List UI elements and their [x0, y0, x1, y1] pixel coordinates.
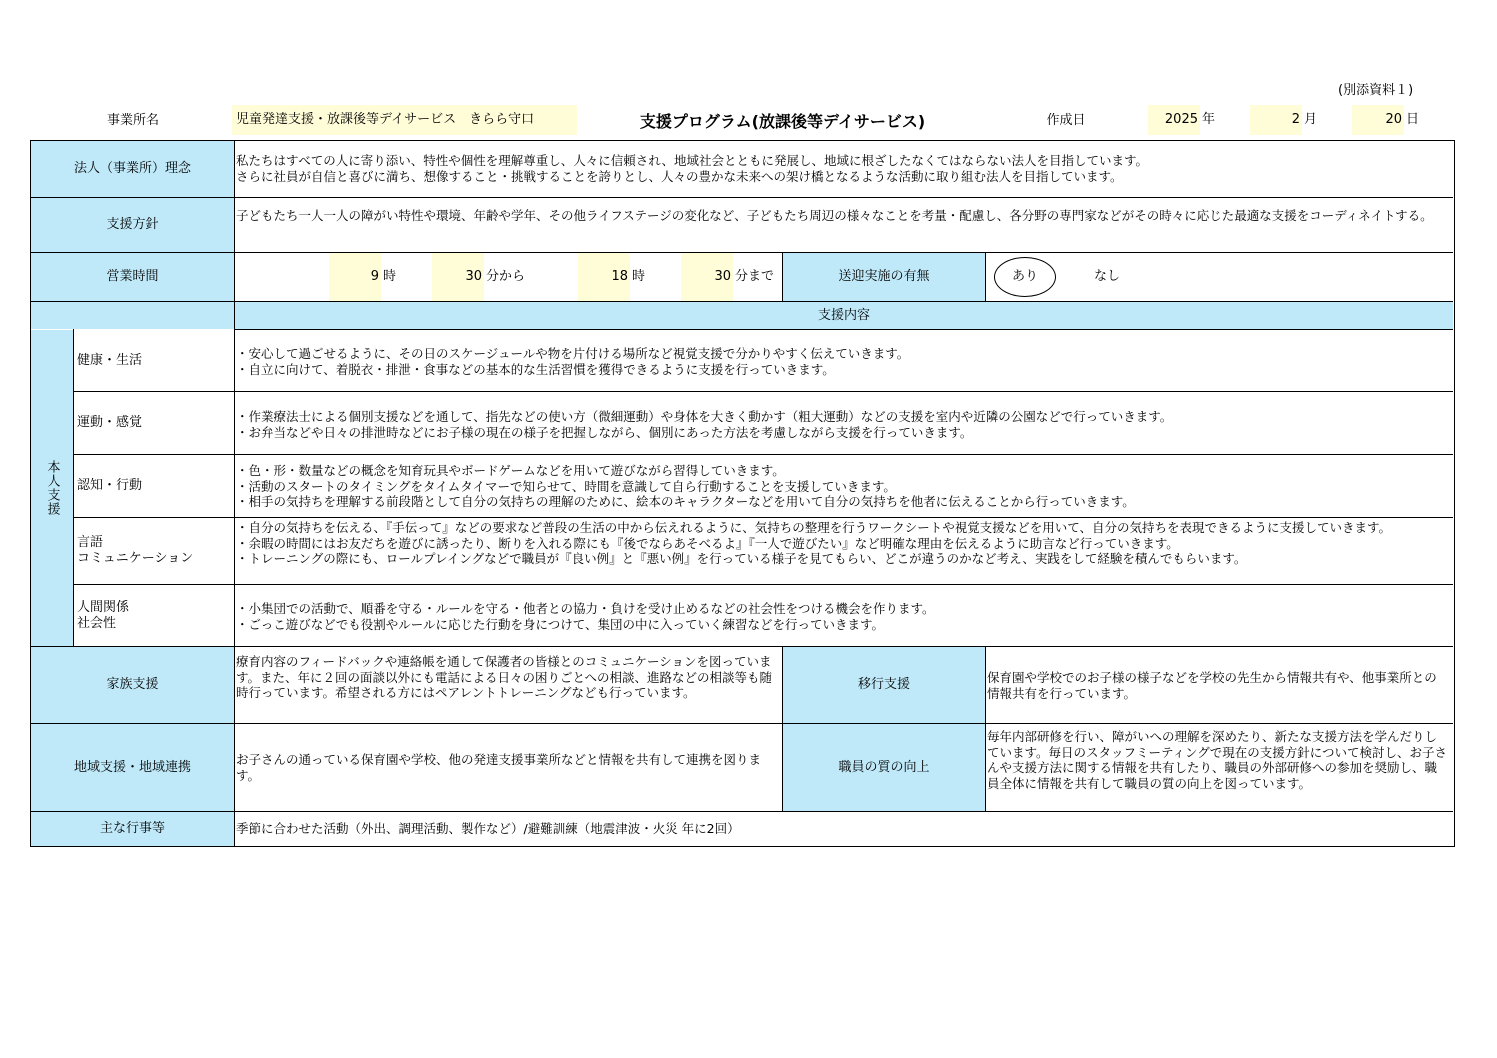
start-hour-unit: 時 [383, 269, 397, 284]
month-unit: 月 [1304, 112, 1318, 127]
year-field: 2025 [1148, 105, 1200, 135]
office-name-label: 事業所名 [106, 113, 159, 128]
month-field: 2 [1250, 105, 1302, 135]
from-text: 分から [486, 269, 526, 284]
end-minute-field: 30 [681, 253, 733, 301]
staff-quality-text: 毎年内部研修を行い、障がいへの理解を深めたり、新たな支援方法を学んだりしています。毎日のスタッフミーティングで現在の支援方針について検討し、お子さんや支援方法に関する情報を共有したり、職員の外部研修への参加を奨励し、職員全体に情報を共有して職員の質の向上を図っています。 [987, 729, 1448, 791]
support-content-blank [31, 302, 234, 329]
start-hour-field: 9 [329, 253, 381, 301]
attachment-note: (別添資料１) [1338, 83, 1414, 98]
transition-support-text: 保育園や学校でのお子様の様子などを学校の先生から情報共有や、他事業所との情報共有を行っています。 [987, 670, 1437, 701]
community-support-text: お子さんの通っている保育園や学校、他の発達支援事業所などと情報を共有して連携を図ります。 [236, 752, 762, 783]
office-name-field: 児童発達支援・放課後等デイサービス きらら守口 [232, 105, 577, 135]
policy-text: 子どもたち一人一人の障がい特性や環境、年齢や学年、その他ライフステージの変化など、子どもたち周辺の様々なことを考量・配慮し、各分野の専門家などがその時々に応じた最適な支援をコーディネイトする。 [236, 208, 1433, 223]
personal-support-label: 本人支援 [31, 330, 73, 646]
language-communication-text: ・自分の気持ちを伝える、『手伝って』などの要求など普段の生活の中から伝えれるように、気持ちの整理を行うワークシートや視覚支援などを用いて、自分の気持ちを表現できるように支援していきます。 ・余暇の時間にはお友だちを遊びに誘ったり、断りを入れる際にも『後でならあそべるよ』『一人で遊びたい』など明確な理由を伝えるように助言など行っていきます。 ・トレーニングの際にも、ロールプレイングなどで職員が『良い例』と『悪い例』を行っている様子を見てもらい、どこが違うのかなど考え、実践をして経験を積んでもらいます。 [236, 520, 1392, 566]
transport-no-option: なし [1093, 269, 1120, 284]
transition-support-label: 移行支援 [783, 647, 985, 723]
page-title: 支援プログラム(放課後等デイサービス) [639, 111, 926, 131]
philosophy-label: 法人（事業所）理念 [31, 141, 234, 197]
start-minute-field: 30 [432, 253, 484, 301]
year-unit: 年 [1202, 112, 1216, 127]
category-health-life: 健康・生活 [77, 352, 143, 368]
community-support-label: 地域支援・地域連携 [31, 724, 234, 811]
policy-label: 支援方針 [31, 198, 234, 252]
category-relationships-social: 人間関係 社会性 [77, 599, 130, 631]
category-language-communication: 言語 コミュニケーション [77, 535, 194, 566]
created-date-label: 作成日 [1046, 113, 1086, 128]
philosophy-text: 私たちはすべての人に寄り添い、特性や個性を理解尊重し、人々に信頼され、地域社会とともに発展し、地域に根ざしたなくてはならない法人を目指しています。 さらに社員が自信と喜びに満ち、想像すること・挑戦することを誇りとし、人々の豊かな未来への架け橋となるような活動に取り組む法人を目指しています。 [236, 153, 1149, 184]
motor-sensory-text: ・作業療法士による個別支援などを通して、指先などの使い方（微細運動）や身体を大きく動かす（粗大運動）などの支援を室内や近隣の公園などで行っていきます。 ・お弁当などや日々の排泄時などにお子様の現在の様子を把握しながら、個別にあった方法を考慮しながら支援を行っていきます。 [236, 409, 1173, 440]
staff-quality-label: 職員の質の向上 [783, 724, 985, 811]
family-support-label: 家族支援 [31, 647, 234, 723]
category-cognition-behavior: 認知・行動 [77, 478, 143, 493]
day-field: 20 [1352, 105, 1404, 135]
transport-label: 送迎実施の有無 [783, 253, 985, 301]
family-support-text: 療育内容のフィードバックや連絡帳を通して保護者の皆様とのコミュニケーションを図っています。また、年に２回の面談以外にも電話による日々の困りごとへの相談、進路などの相談等も随時行っています。希望される方にはペアレントトレーニングなども行っています。 [236, 654, 773, 700]
transport-yes-option: あり [994, 257, 1056, 297]
until-text: 分まで [735, 269, 775, 284]
relationships-social-text: ・小集団での活動で、順番を守る・ルールを守る・他者との協力・負けを受け止めるなどの社会性をつける機会を作ります。 ・ごっこ遊びなどでも役割やルールに応じた行動を身につけて、集団の中に入っていく練習などを行っていきます。 [236, 601, 935, 632]
support-content-header: 支援内容 [235, 302, 1453, 329]
end-hour-field: 18 [578, 253, 630, 301]
cognition-behavior-text: ・色・形・数量などの概念を知育玩具やボードゲームなどを用いて遊びながら習得していきます。 ・活動のスタートのタイミングをタイムタイマーで知らせて、時間を意識して自ら行動することを支援していきます。 ・相手の気持ちを理解する前段階として自分の気持ちの理解のために、絵本のキャラクターなどを用いて自分の気持ちを他者に伝えることから行っていきます。 [236, 463, 1135, 509]
events-text: 季節に合わせた活動（外出、調理活動、製作など）/避難訓練（地震津波・火災 年に2回） [236, 821, 740, 837]
day-unit: 日 [1406, 112, 1420, 127]
health-life-text: ・安心して過ごせるように、その日のスケージュールや物を片付ける場所など視覚支援で分かりやすく伝えていきます。 ・自立に向けて、着脱衣・排泄・食事などの基本的な生活習慣を獲得できるように支援を行っていきます。 [236, 346, 910, 377]
events-label: 主な行事等 [31, 812, 234, 846]
hours-label: 営業時間 [31, 253, 234, 301]
support-program-table [30, 140, 1455, 847]
end-hour-unit: 時 [632, 269, 646, 284]
category-motor-sensory: 運動・感覚 [77, 415, 143, 430]
